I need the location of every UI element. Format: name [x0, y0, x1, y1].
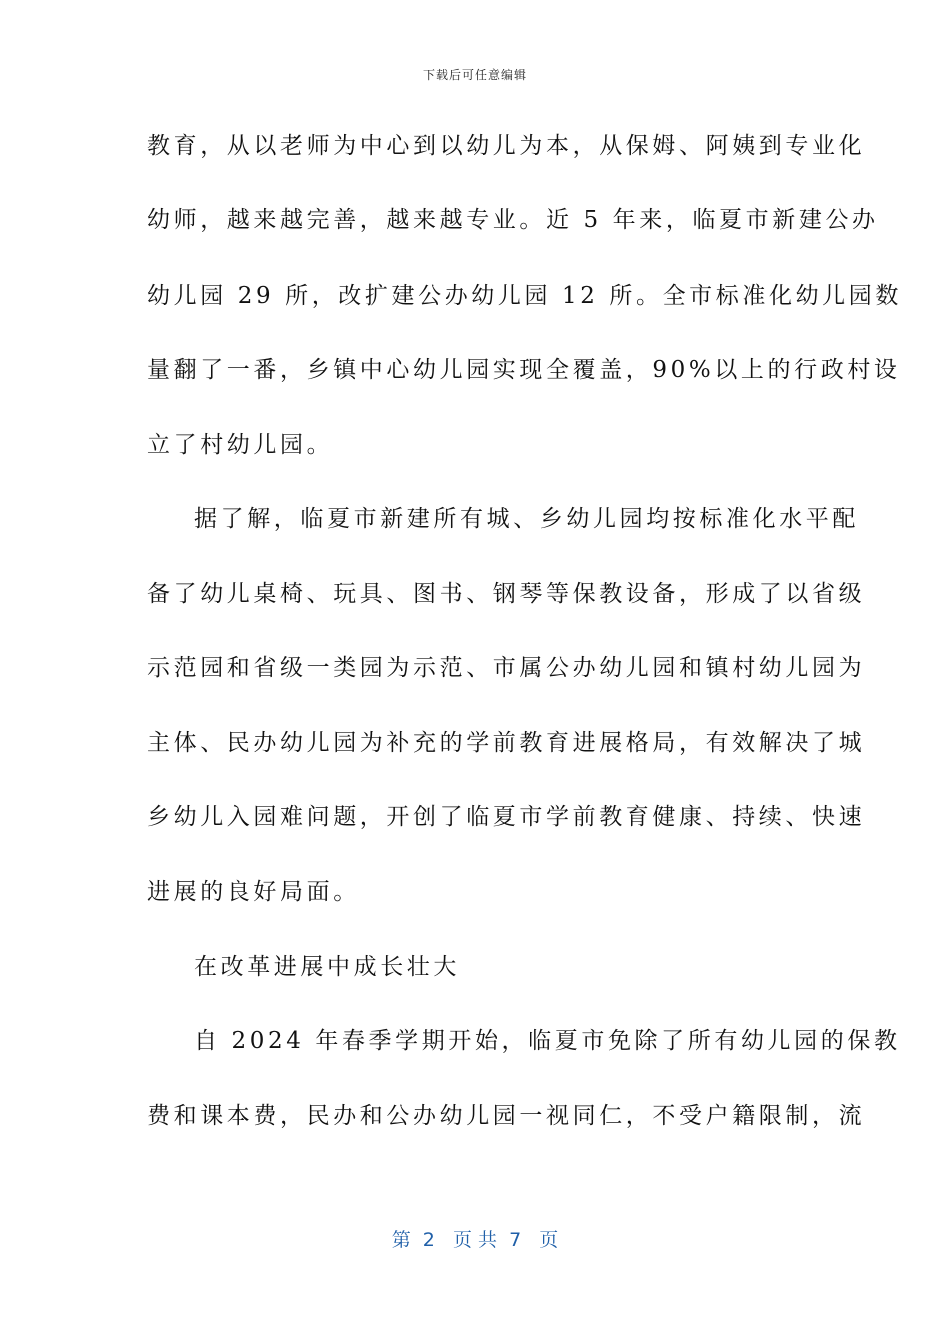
paragraph-line: 进展的良好局面。 — [147, 879, 360, 905]
page-header: 下载后可任意编辑 — [422, 68, 527, 82]
paragraph-line: 教育，从以老师为中心到以幼儿为本，从保姆、阿姨到专业化 — [147, 133, 866, 159]
paragraph-line: 幼师，越来越完善，越来越专业。近 5 年来，临夏市新建公办 — [147, 207, 879, 233]
paragraph-line: 自 2024 年春季学期开始，临夏市免除了所有幼儿园的保教 — [194, 1028, 901, 1054]
paragraph-line: 示范园和省级一类园为示范、市属公办幼儿园和镇村幼儿园为 — [147, 655, 866, 681]
paragraph-line: 据了解，临夏市新建所有城、乡幼儿园均按标准化水平配 — [194, 506, 859, 532]
section-heading: 在改革进展中成长壮大 — [194, 954, 460, 980]
paragraph-line: 立了村幼儿园。 — [147, 432, 334, 458]
page-number-footer: 第 2 页 共 7 页 — [391, 1229, 559, 1251]
paragraph-line: 主体、民办幼儿园为补充的学前教育进展格局，有效解决了城 — [147, 730, 866, 756]
paragraph-line: 幼儿园 29 所，改扩建公办幼儿园 12 所。全市标准化幼儿园数 — [147, 283, 902, 309]
paragraph-line: 备了幼儿桌椅、玩具、图书、钢琴等保教设备，形成了以省级 — [147, 581, 866, 607]
paragraph-line: 乡幼儿入园难问题，开创了临夏市学前教育健康、持续、快速 — [147, 804, 866, 830]
paragraph-line: 量翻了一番，乡镇中心幼儿园实现全覆盖，90%以上的行政村设 — [147, 357, 901, 383]
paragraph-line: 费和课本费，民办和公办幼儿园一视同仁，不受户籍限制，流 — [147, 1103, 866, 1129]
